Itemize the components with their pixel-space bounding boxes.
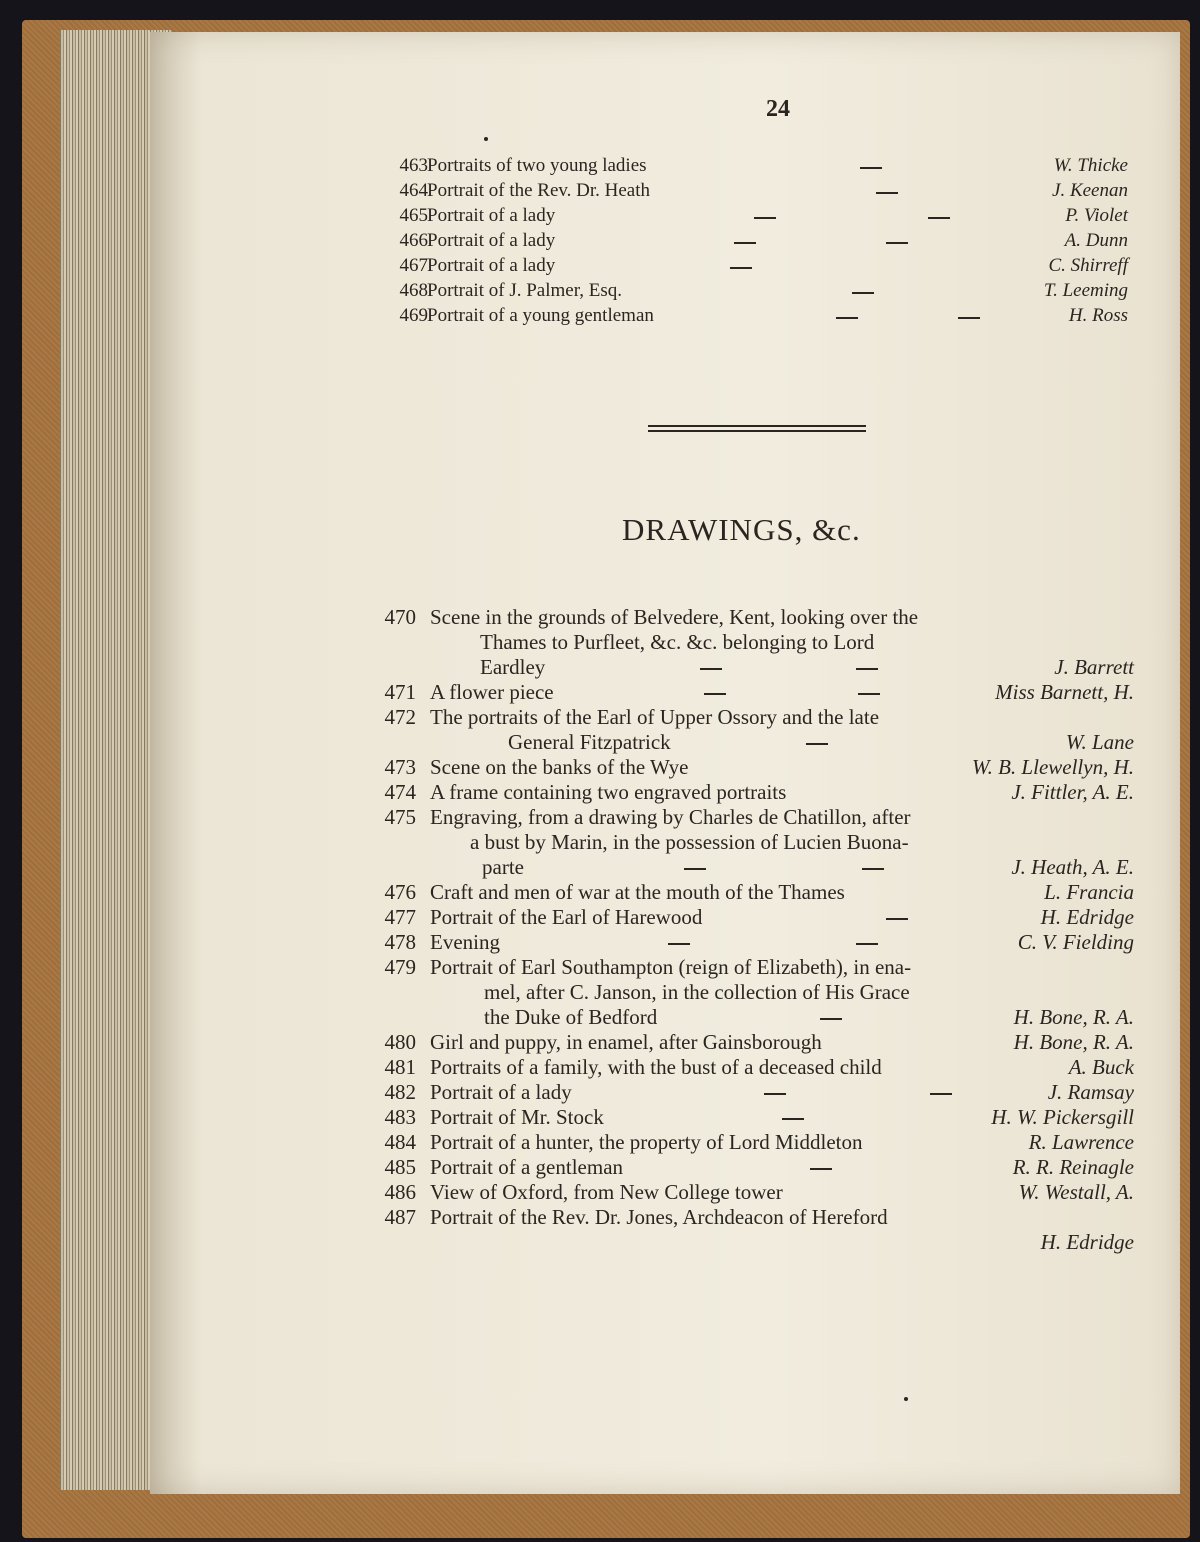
entry-number: 466 bbox=[399, 230, 428, 251]
entry-title: Eardley bbox=[480, 655, 546, 679]
entry-title: Portrait of Mr. Stock bbox=[430, 1105, 604, 1129]
dash-separator bbox=[820, 1018, 842, 1020]
section-divider bbox=[648, 425, 866, 427]
entry-number: 473 bbox=[384, 755, 416, 779]
catalogue-entry-continuation bbox=[0, 730, 1200, 756]
dash-separator bbox=[856, 943, 878, 945]
dash-separator bbox=[684, 868, 706, 870]
catalogue-entry-continuation bbox=[0, 655, 1200, 681]
entry-title: Portraits of two young ladies bbox=[427, 155, 647, 176]
dash-separator bbox=[730, 267, 752, 269]
entry-number: 463 bbox=[399, 155, 428, 176]
entry-number: 482 bbox=[384, 1080, 416, 1104]
entry-title: The portraits of the Earl of Upper Ossory and the late bbox=[430, 705, 880, 729]
entry-artist: A. Dunn bbox=[1064, 230, 1128, 251]
entry-number: 479 bbox=[384, 955, 416, 979]
entry-number: 487 bbox=[384, 1205, 416, 1229]
dash-separator bbox=[764, 1093, 786, 1095]
dash-separator bbox=[928, 217, 950, 219]
entry-artist: L. Francia bbox=[1044, 880, 1134, 904]
ink-speck bbox=[484, 137, 488, 141]
entry-artist: W. B. Llewellyn, H. bbox=[972, 755, 1134, 779]
dash-separator bbox=[700, 668, 722, 670]
entry-number: 465 bbox=[399, 205, 428, 226]
catalogue-entry-continuation bbox=[0, 1230, 1200, 1256]
catalogue-entry-continuation bbox=[0, 980, 1200, 1006]
catalogue-entry bbox=[0, 755, 1200, 781]
entry-title: Portrait of the Rev. Dr. Heath bbox=[427, 180, 651, 201]
catalogue-entry bbox=[0, 205, 1200, 231]
entry-title: Engraving, from a drawing by Charles de Chatillon, after bbox=[430, 805, 911, 829]
entry-number: 472 bbox=[384, 705, 416, 729]
dash-separator bbox=[754, 217, 776, 219]
entry-title: Portrait of a lady bbox=[427, 230, 556, 251]
entry-title: Portrait of a lady bbox=[427, 255, 556, 276]
entry-title: Portrait of J. Palmer, Esq. bbox=[427, 280, 623, 301]
entry-title: View of Oxford, from New College tower bbox=[430, 1180, 783, 1204]
entry-title: Portrait of the Earl of Harewood bbox=[430, 905, 703, 929]
dash-separator bbox=[810, 1168, 832, 1170]
entry-artist: W. Thicke bbox=[1053, 155, 1128, 176]
entry-title: A frame containing two engraved portraits bbox=[430, 780, 787, 804]
entry-artist: R. Lawrence bbox=[1028, 1130, 1134, 1154]
entry-number: 476 bbox=[384, 880, 416, 904]
catalogue-entry bbox=[0, 255, 1200, 281]
entry-title: Portrait of a lady bbox=[430, 1080, 572, 1104]
catalogue-entry bbox=[0, 905, 1200, 931]
section-heading: DRAWINGS, &c. bbox=[622, 512, 861, 547]
dash-separator bbox=[886, 918, 908, 920]
dash-separator bbox=[852, 292, 874, 294]
entry-title: Girl and puppy, in enamel, after Gainsborough bbox=[430, 1030, 822, 1054]
entry-title: Portrait of a hunter, the property of Lord Middleton bbox=[430, 1130, 863, 1154]
entry-number: 474 bbox=[384, 780, 416, 804]
catalogue-entry bbox=[0, 930, 1200, 956]
entry-artist: H. Bone, R. A. bbox=[1013, 1030, 1134, 1054]
entry-artist: H. Edridge bbox=[1040, 905, 1134, 929]
catalogue-entry-continuation bbox=[0, 1005, 1200, 1031]
catalogue-entry bbox=[0, 780, 1200, 806]
entry-number: 486 bbox=[384, 1180, 416, 1204]
entry-artist: P. Violet bbox=[1065, 205, 1128, 226]
section-divider bbox=[648, 430, 866, 432]
catalogue-entry bbox=[0, 230, 1200, 256]
entry-number: 481 bbox=[384, 1055, 416, 1079]
entry-artist: H. W. Pickersgill bbox=[991, 1105, 1134, 1129]
entry-artist: C. V. Fielding bbox=[1017, 930, 1134, 954]
entry-title: parte bbox=[482, 855, 524, 879]
dash-separator bbox=[886, 242, 908, 244]
entry-number: 485 bbox=[384, 1155, 416, 1179]
entry-artist: W. Westall, A. bbox=[1018, 1180, 1134, 1204]
entry-title: Craft and men of war at the mouth of the Thames bbox=[430, 880, 845, 904]
dash-separator bbox=[856, 668, 878, 670]
entry-artist: J. Barrett bbox=[1054, 655, 1134, 679]
entry-number: 469 bbox=[399, 305, 428, 326]
catalogue-entry bbox=[0, 680, 1200, 706]
entry-artist: J. Ramsay bbox=[1047, 1080, 1134, 1104]
entry-title: Scene on the banks of the Wye bbox=[430, 755, 689, 779]
catalogue-entry bbox=[0, 880, 1200, 906]
catalogue-entry bbox=[0, 605, 1200, 631]
dash-separator bbox=[734, 242, 756, 244]
entry-title: General Fitzpatrick bbox=[508, 730, 671, 754]
entry-artist: H. Ross bbox=[1068, 305, 1128, 326]
entry-number: 475 bbox=[384, 805, 416, 829]
catalogue-entry-continuation bbox=[0, 855, 1200, 881]
entry-title: mel, after C. Janson, in the collection of His Grace bbox=[484, 980, 910, 1004]
catalogue-entry bbox=[0, 155, 1200, 181]
entry-title: A flower piece bbox=[430, 680, 554, 704]
catalogue-entry bbox=[0, 1055, 1200, 1081]
dash-separator bbox=[958, 317, 980, 319]
entry-number: 467 bbox=[399, 255, 428, 276]
catalogue-entry bbox=[0, 1180, 1200, 1206]
entry-artist: H. Edridge bbox=[1040, 1230, 1134, 1254]
catalogue-entry bbox=[0, 1080, 1200, 1106]
dash-separator bbox=[862, 868, 884, 870]
catalogue-entry bbox=[0, 1205, 1200, 1231]
dash-separator bbox=[876, 192, 898, 194]
entry-number: 477 bbox=[384, 905, 416, 929]
entry-title: Scene in the grounds of Belvedere, Kent, looking over the bbox=[430, 605, 919, 629]
entry-title: a bust by Marin, in the possession of Lucien Buona- bbox=[470, 830, 909, 854]
catalogue-entry bbox=[0, 180, 1200, 206]
entry-title: Portraits of a family, with the bust of a deceased child bbox=[430, 1055, 882, 1079]
dash-separator bbox=[860, 167, 882, 169]
entry-number: 471 bbox=[384, 680, 416, 704]
ink-speck bbox=[904, 1397, 908, 1401]
catalogue-entry bbox=[0, 1130, 1200, 1156]
catalogue-entry bbox=[0, 955, 1200, 981]
catalogue-entry bbox=[0, 1030, 1200, 1056]
dash-separator bbox=[836, 317, 858, 319]
dash-separator bbox=[806, 743, 828, 745]
entry-title: Portrait of Earl Southampton (reign of Elizabeth), in ena- bbox=[430, 955, 912, 979]
catalogue-entry bbox=[0, 1155, 1200, 1181]
dash-separator bbox=[704, 693, 726, 695]
entry-title: Thames to Purfleet, &c. &c. belonging to Lord bbox=[480, 630, 875, 654]
page-number: 24 bbox=[766, 96, 790, 122]
catalogue-entry bbox=[0, 1105, 1200, 1131]
entry-title: Portrait of a lady bbox=[427, 205, 556, 226]
entry-artist: T. Leeming bbox=[1043, 280, 1128, 301]
entry-title: Portrait of the Rev. Dr. Jones, Archdeacon of Hereford bbox=[430, 1205, 888, 1229]
catalogue-entry-continuation bbox=[0, 630, 1200, 656]
entry-title: Portrait of a gentleman bbox=[430, 1155, 624, 1179]
catalogue-entry bbox=[0, 280, 1200, 306]
entry-number: 483 bbox=[384, 1105, 416, 1129]
entry-number: 480 bbox=[384, 1030, 416, 1054]
entry-artist: J. Heath, A. E. bbox=[1011, 855, 1134, 879]
entry-artist: Miss Barnett, H. bbox=[995, 680, 1134, 704]
entry-title: Portrait of a young gentleman bbox=[427, 305, 654, 326]
entry-artist: J. Fittler, A. E. bbox=[1011, 780, 1134, 804]
entry-title: the Duke of Bedford bbox=[484, 1005, 658, 1029]
entry-artist: C. Shirreff bbox=[1048, 255, 1128, 276]
entry-artist: W. Lane bbox=[1065, 730, 1134, 754]
entry-number: 484 bbox=[384, 1130, 416, 1154]
catalogue-entry bbox=[0, 705, 1200, 731]
dash-separator bbox=[668, 943, 690, 945]
entry-title: Evening bbox=[430, 930, 500, 954]
dash-separator bbox=[858, 693, 880, 695]
dash-separator bbox=[930, 1093, 952, 1095]
entry-artist: A. Buck bbox=[1068, 1055, 1134, 1079]
entry-number: 478 bbox=[384, 930, 416, 954]
entry-artist: H. Bone, R. A. bbox=[1013, 1005, 1134, 1029]
catalogue-entry bbox=[0, 305, 1200, 331]
entry-number: 464 bbox=[399, 180, 428, 201]
catalogue-entry-continuation bbox=[0, 830, 1200, 856]
catalogue-entry bbox=[0, 805, 1200, 831]
entry-artist: R. R. Reinagle bbox=[1012, 1155, 1134, 1179]
entry-artist: J. Keenan bbox=[1052, 180, 1128, 201]
entry-number: 470 bbox=[384, 605, 416, 629]
dash-separator bbox=[782, 1118, 804, 1120]
entry-number: 468 bbox=[399, 280, 428, 301]
